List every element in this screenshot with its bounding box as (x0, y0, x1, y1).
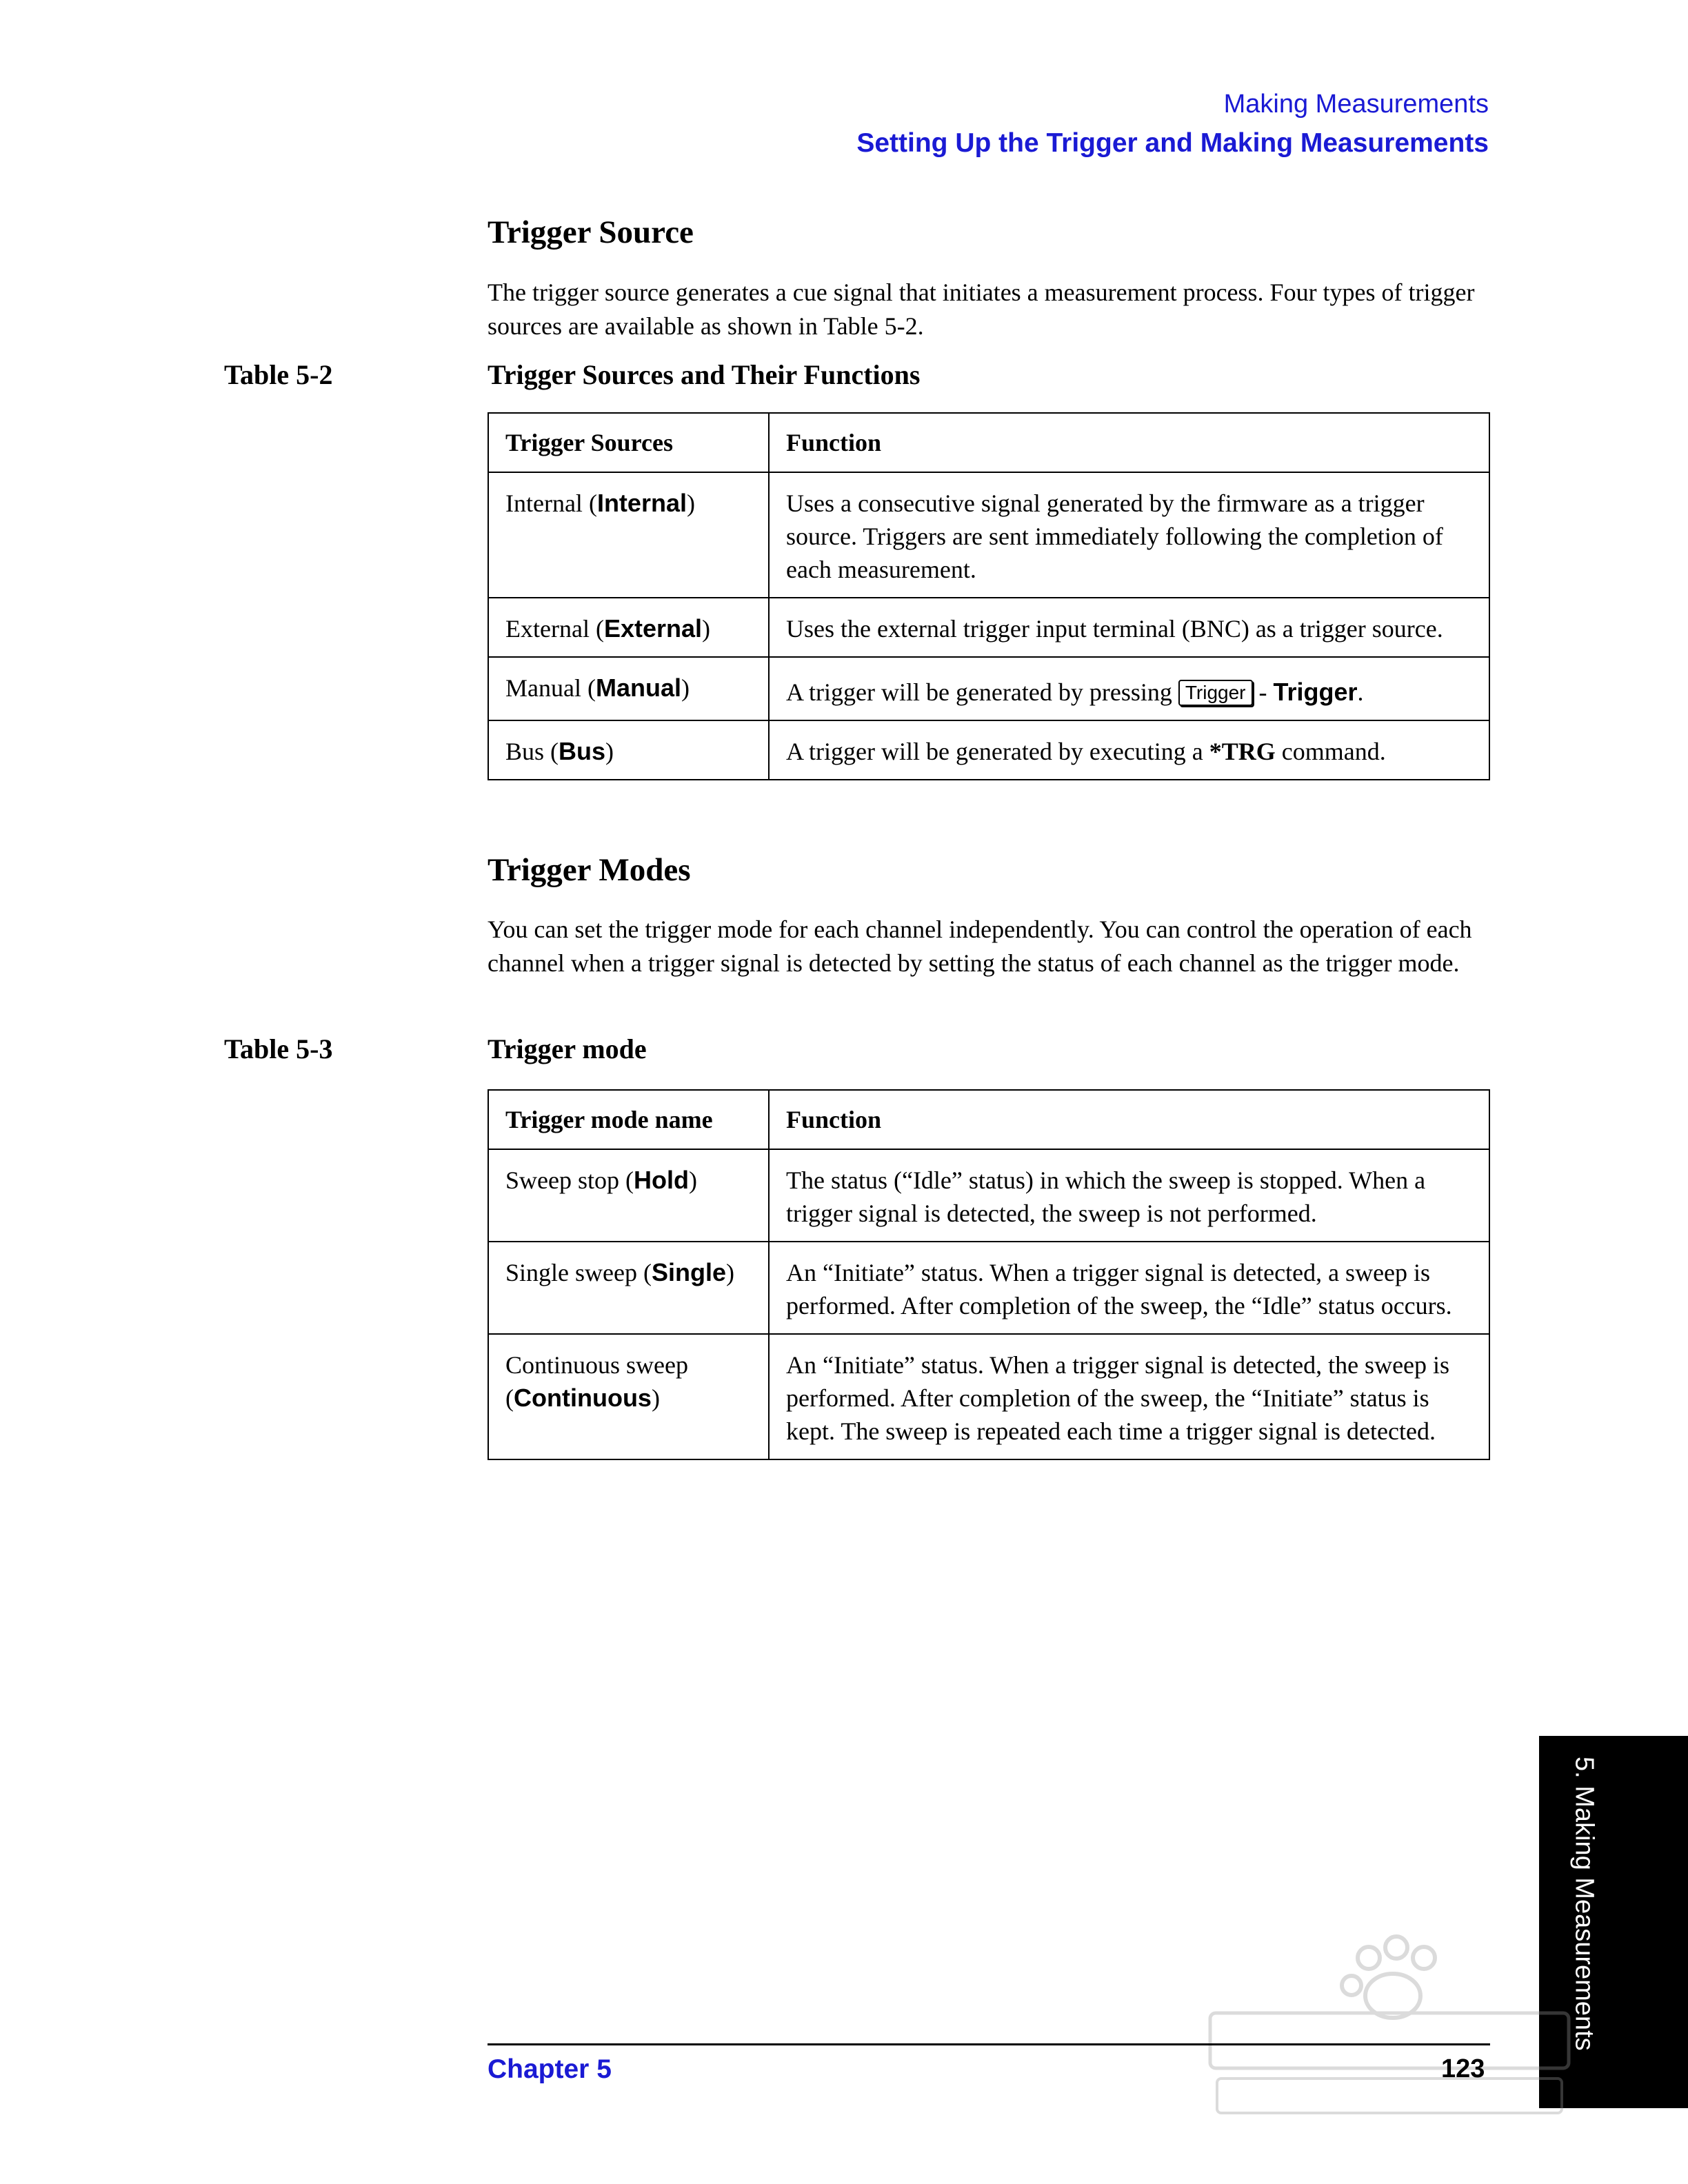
softkey-label: Manual (595, 674, 681, 702)
table-5-2-label: Table 5-2 (224, 359, 333, 390)
page-number: 123 (1441, 2054, 1485, 2083)
softkey-label: Internal (596, 489, 687, 517)
trigger-source-intro: The trigger source generates a cue signal that initiates a measurement process. Four types of trigger sources are available as shown in Table 5-2. (488, 279, 1475, 340)
col-header-trigger-sources: Trigger Sources (488, 413, 769, 472)
table-row (488, 657, 1489, 720)
function-cell: An “Initiate” status. When a trigger signal is detected, a sweep is performed. After completion of the sweep, the “Idle” status occurs. (769, 1242, 1489, 1334)
table-5-3-title: Trigger mode (488, 1033, 647, 1064)
function-cell: An “Initiate” status. When a trigger signal is detected, the sweep is performed. After completion of the sweep, the “Initiate” status is kept. The sweep is repeated each time a trigger signal is detected. (769, 1334, 1489, 1459)
running-header-section: Setting Up the Trigger and Making Measurements (856, 128, 1489, 158)
softkey-label: Continuous (514, 1384, 652, 1412)
col-header-trigger-mode-name: Trigger mode name (488, 1090, 769, 1149)
table-row (488, 720, 1489, 780)
mode-cell: Single sweep (Single) (488, 1242, 769, 1334)
trigger-hardkey-icon: Trigger (1178, 680, 1253, 706)
source-cell: Internal (Internal) (488, 472, 769, 598)
table-header-row (488, 1090, 1489, 1149)
table-trigger-modes (488, 1089, 1490, 1460)
softkey-label: Trigger (1273, 678, 1358, 706)
source-cell: External (External) (488, 598, 769, 657)
heading-trigger-source: Trigger Source (488, 214, 694, 250)
running-header-chapter: Making Measurements (1223, 90, 1489, 119)
table-row (488, 1242, 1489, 1334)
mode-cell: Continuous sweep (Continuous) (488, 1334, 769, 1459)
command-name: *TRG (1209, 738, 1276, 765)
col-header-function: Function (769, 413, 1489, 472)
function-cell: A trigger will be generated by executing a *TRG command. (769, 720, 1489, 780)
heading-trigger-modes: Trigger Modes (488, 852, 691, 888)
baidu-watermark-icon (1196, 1930, 1582, 2123)
softkey-label: Single (651, 1258, 726, 1286)
softkey-label: External (603, 614, 703, 643)
source-cell: Manual (Manual) (488, 657, 769, 720)
footer-chapter: Chapter 5 (488, 2054, 612, 2084)
function-cell: Uses the external trigger input terminal (BNC) as a trigger source. (769, 598, 1489, 657)
function-cell: A trigger will be generated by pressing Trigger - Trigger. (769, 657, 1489, 720)
table-5-3-label: Table 5-3 (224, 1033, 333, 1064)
table-5-2-title: Trigger Sources and Their Functions (488, 359, 921, 390)
table-row (488, 1149, 1489, 1242)
mode-cell: Sweep stop (Hold) (488, 1149, 769, 1242)
table-header-row (488, 413, 1489, 472)
trigger-modes-intro: You can set the trigger mode for each channel independently. You can control the operation of each channel when a trigger signal is detected by setting the status of each channel as the trigger mode. (488, 916, 1472, 977)
softkey-label: Bus (559, 737, 606, 765)
function-cell: Uses a consecutive signal generated by the firmware as a trigger source. Triggers are sent immediately following the completion of each measurement. (769, 472, 1489, 598)
footer-rule (488, 2043, 1490, 2045)
function-cell: The status (“Idle” status) in which the sweep is stopped. When a trigger signal is detected, the sweep is not performed. (769, 1149, 1489, 1242)
col-header-function: Function (769, 1090, 1489, 1149)
table-row (488, 598, 1489, 657)
softkey-label: Hold (633, 1166, 689, 1194)
table-row (488, 472, 1489, 598)
chapter-side-tab-text: 5. Making Measurements (1569, 1757, 1599, 2051)
table-row (488, 1334, 1489, 1459)
table-trigger-sources (488, 412, 1490, 780)
source-cell: Bus (Bus) (488, 720, 769, 780)
